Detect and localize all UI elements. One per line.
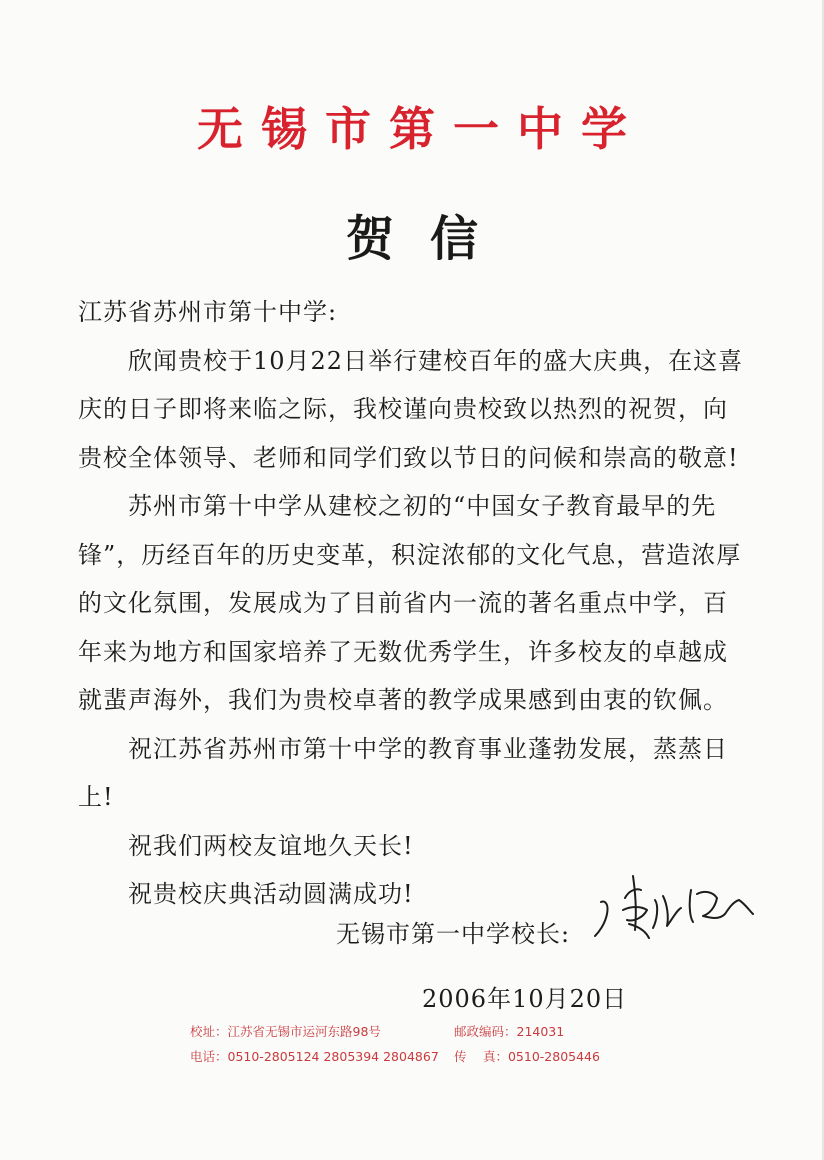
letter-title: 贺信 — [345, 211, 514, 267]
letter-body — [78, 288, 750, 919]
footer-address: 校址：江苏省无锡市运河东路98号 — [190, 1024, 381, 1039]
paragraph-wish-friendship: 祝我们两校友谊地久天长! — [128, 831, 414, 860]
letter-date: 2006年10月20日 — [422, 985, 628, 1013]
signature-label: 无锡市第一中学校长: — [336, 920, 571, 948]
footer-phone: 电话：0510-2805124 2805394 2804867 — [190, 1049, 439, 1064]
paragraph-wish-success: 祝贵校庆典活动圆满成功! — [128, 880, 414, 908]
paragraph-history: 苏州市第十中学从建校之初的“中国女子教育最早的先锋”，历经百年的历史变革，积淀浓郁的文化气息，营造浓厚的文化氛围，发展成为了目前省内一流的著名重点中学，百年来为地方和国家培养了无数优秀学生，许多校友的卓越成就蜚声海外，我们为贵校卓著的教学成果感到由衷的钦佩。 — [78, 492, 742, 714]
footer-row-address — [190, 1022, 750, 1042]
paragraph-congratulation: 欣闻贵校于10月22日举行建校百年的盛大庆典，在这喜庆的日子即将来临之际，我校谨向贵校致以热烈的祝贺，向贵校全体领导、老师和同学们致以节日的问候和崇高的敬意! — [78, 346, 744, 472]
letterhead-school-name: 无锡市第一中学 — [197, 102, 645, 156]
salutation: 江苏省苏州市第十中学: — [78, 298, 338, 326]
handwritten-signature-icon — [593, 860, 763, 950]
footer-row-contact — [190, 1047, 750, 1067]
paragraph-wish-development: 祝江苏省苏州市第十中学的教育事业蓬勃发展，蒸蒸日上! — [78, 734, 728, 811]
footer-postcode: 邮政编码：214031 — [454, 1024, 565, 1039]
footer-fax: 传 真：0510-2805446 — [454, 1049, 600, 1064]
